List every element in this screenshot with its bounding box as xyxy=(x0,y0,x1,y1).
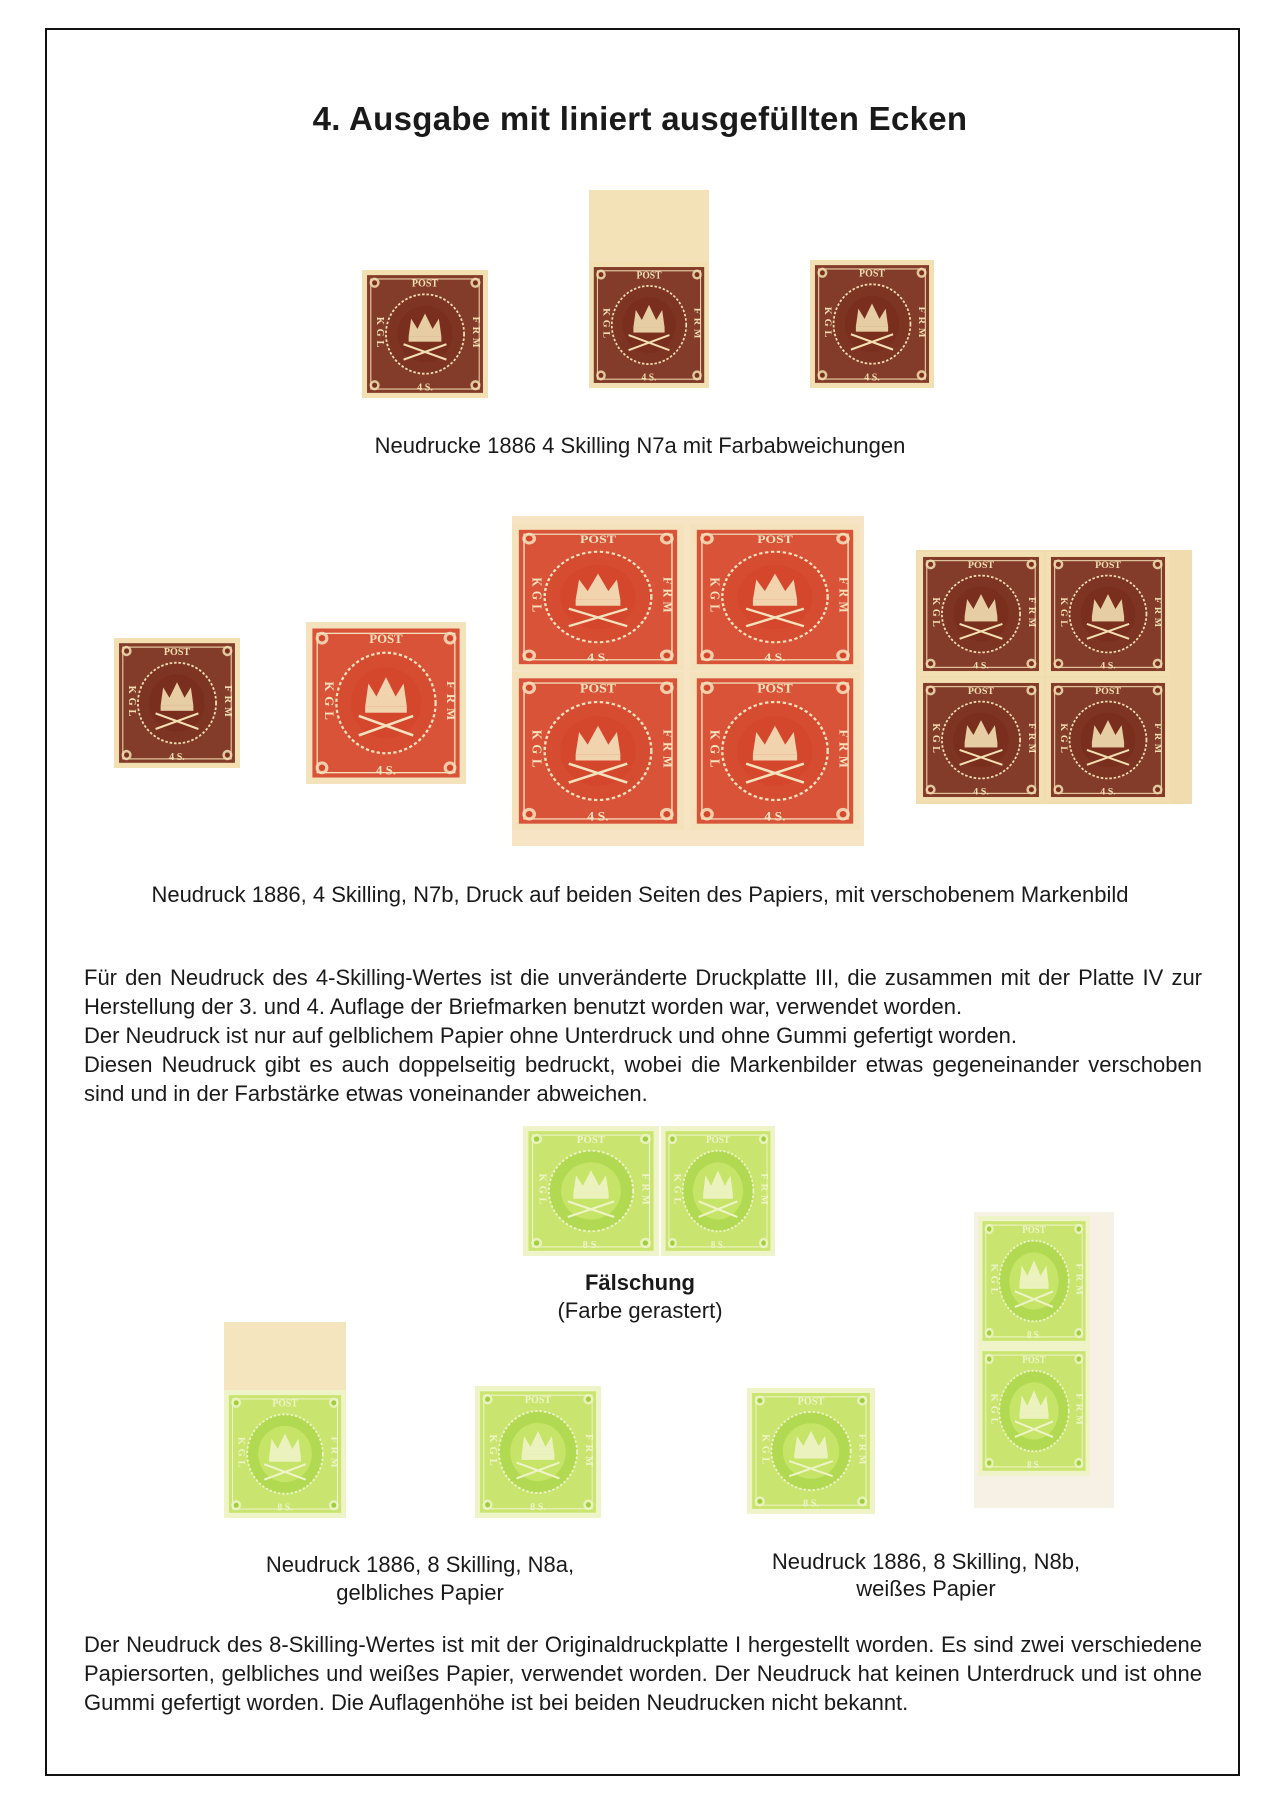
svg-text:POST: POST xyxy=(706,1134,730,1147)
svg-text:KGL: KGL xyxy=(988,1263,999,1299)
svg-text:FRM: FRM xyxy=(443,680,458,726)
stamp-artwork xyxy=(1046,552,1170,676)
svg-text:4 S.: 4 S. xyxy=(973,660,989,672)
svg-text:4 S.: 4 S. xyxy=(169,752,185,764)
stamp-artwork xyxy=(918,678,1044,802)
svg-text:FRM: FRM xyxy=(660,729,676,773)
svg-text:POST: POST xyxy=(411,278,439,290)
svg-text:4 S.: 4 S. xyxy=(1100,660,1116,672)
svg-text:POST: POST xyxy=(576,1135,606,1146)
stamp-8s-forgery-left xyxy=(523,1126,659,1256)
stamp-8s-n8b-1 xyxy=(747,1388,875,1514)
stamp-artwork xyxy=(512,524,684,670)
page-title: 4. Ausgabe mit liniert ausgefüllten Ecken xyxy=(312,100,968,137)
stamp-artwork xyxy=(978,1346,1090,1476)
stamp-artwork xyxy=(523,1126,659,1256)
svg-text:FRM: FRM xyxy=(1152,723,1164,757)
svg-text:4 S.: 4 S. xyxy=(864,372,880,384)
svg-text:KGL: KGL xyxy=(1057,723,1069,757)
svg-text:POST: POST xyxy=(757,532,793,546)
svg-text:8 S.: 8 S. xyxy=(1027,1329,1041,1342)
svg-text:FRM: FRM xyxy=(1073,1263,1084,1299)
paragraph-8-skilling: Der Neudruck des 8-Skilling-Wertes ist mit der Originaldruckplatte I hergestellt worden. Es sind zwei verschiedene Papiersorten, gelbliches und weißes Papier, verwendet worden. Der Neudruck hat keinen Unterdruck und ist ohne Gummi gefertigt worden. Die Auflagenhöhe ist bei beiden Neudrucken nicht bekannt. xyxy=(84,1632,1202,1715)
svg-text:FRM: FRM xyxy=(582,1434,594,1470)
svg-text:8 S.: 8 S. xyxy=(1027,1459,1041,1472)
sheet-margin xyxy=(224,1322,346,1392)
svg-text:8 S.: 8 S. xyxy=(530,1501,546,1514)
svg-text:4 S.: 4 S. xyxy=(973,786,989,798)
caption-n8b-line1: Neudruck 1886, 8 Skilling, N8b, xyxy=(771,1549,1081,1574)
paragraph-4s-sentence-1: Für den Neudruck des 4-Skilling-Wertes ist die unveränderte Druckplatte III, die zusammen mit der Platte IV zur Herstellung der 3. und 4. Auflage der Briefmarken benutzt worden war, verwendet worden. xyxy=(84,965,1202,1019)
svg-text:4 S.: 4 S. xyxy=(641,372,657,384)
svg-text:KGL: KGL xyxy=(707,577,723,617)
svg-text:4 S.: 4 S. xyxy=(417,382,433,394)
svg-text:8 S.: 8 S. xyxy=(710,1239,726,1252)
stamp-artwork xyxy=(747,1388,875,1514)
stamp-artwork xyxy=(512,672,684,830)
svg-text:KGL: KGL xyxy=(759,1434,771,1468)
svg-text:FRM: FRM xyxy=(856,1433,868,1469)
svg-text:POST: POST xyxy=(636,270,662,282)
svg-text:KGL: KGL xyxy=(529,577,545,617)
stamp-artwork xyxy=(690,524,860,670)
svg-text:POST: POST xyxy=(967,560,995,572)
stamp-artwork xyxy=(224,1390,346,1518)
svg-text:POST: POST xyxy=(757,680,793,696)
svg-text:KGL: KGL xyxy=(600,308,612,342)
svg-text:FRM: FRM xyxy=(691,307,703,343)
svg-text:KGL: KGL xyxy=(322,681,337,725)
stamp-artwork xyxy=(475,1386,601,1518)
svg-text:8 S.: 8 S. xyxy=(277,1502,293,1514)
caption-n8a-line2: gelbliches Papier xyxy=(336,1580,504,1605)
stamp-artwork xyxy=(690,672,860,830)
svg-text:FRM: FRM xyxy=(836,729,853,773)
svg-text:POST: POST xyxy=(272,1398,298,1410)
svg-text:4 S.: 4 S. xyxy=(1100,786,1116,798)
stamp-8s-n8a-1 xyxy=(224,1390,346,1518)
stamp-4s-brown-block-2 xyxy=(1046,552,1170,676)
svg-text:POST: POST xyxy=(580,532,616,546)
caption-n8a-line1: Neudruck 1886, 8 Skilling, N8a, xyxy=(265,1552,575,1577)
stamp-8s-n8b-pair-top xyxy=(978,1216,1090,1346)
svg-text:POST: POST xyxy=(859,268,885,280)
svg-text:8 S.: 8 S. xyxy=(803,1498,819,1510)
svg-text:POST: POST xyxy=(1022,1354,1046,1367)
svg-text:POST: POST xyxy=(1095,686,1121,698)
svg-text:FRM: FRM xyxy=(639,1173,651,1209)
caption-n8b-line2: weißes Papier xyxy=(856,1576,996,1601)
svg-text:4 S.: 4 S. xyxy=(764,651,786,665)
svg-text:POST: POST xyxy=(967,686,995,698)
stamp-4s-red-block-3 xyxy=(512,672,684,830)
svg-text:POST: POST xyxy=(580,681,616,696)
stamp-artwork xyxy=(810,260,934,388)
svg-text:POST: POST xyxy=(1095,560,1121,572)
svg-text:KGL: KGL xyxy=(1057,597,1069,631)
stamp-4s-brown-block-1 xyxy=(918,552,1044,676)
svg-text:KGL: KGL xyxy=(930,723,942,757)
svg-text:4 S.: 4 S. xyxy=(376,763,396,778)
sheet-margin xyxy=(589,190,709,265)
svg-text:8 S.: 8 S. xyxy=(582,1240,600,1252)
stamp-8s-n8b-pair-bottom xyxy=(978,1346,1090,1476)
caption-n7b: Neudruck 1886, 4 Skilling, N7b, Druck auf beiden Seiten des Papiers, mit verschobenem Markenbild xyxy=(151,882,1129,907)
svg-text:FRM: FRM xyxy=(1025,597,1037,631)
svg-text:KGL: KGL xyxy=(529,729,546,773)
stamp-artwork xyxy=(661,1126,775,1256)
stamp-4s-red-block-4 xyxy=(690,672,860,830)
svg-text:KGL: KGL xyxy=(988,1393,999,1429)
forgery-subtitle: (Farbe gerastert) xyxy=(557,1298,723,1323)
svg-text:4 S.: 4 S. xyxy=(587,809,609,824)
svg-text:KGL: KGL xyxy=(671,1173,683,1209)
svg-text:FRM: FRM xyxy=(1152,597,1164,631)
svg-text:KGL: KGL xyxy=(821,306,833,342)
svg-text:POST: POST xyxy=(369,631,403,647)
svg-text:FRM: FRM xyxy=(1025,723,1037,757)
svg-text:FRM: FRM xyxy=(469,316,481,352)
svg-text:FRM: FRM xyxy=(660,577,676,617)
caption-n7a: Neudrucke 1886 4 Skilling N7a mit Farbabweichungen xyxy=(374,433,906,458)
stamp-artwork xyxy=(1046,678,1170,802)
stamp-artwork xyxy=(918,552,1044,676)
svg-text:POST: POST xyxy=(797,1396,825,1408)
svg-text:FRM: FRM xyxy=(758,1173,769,1209)
svg-text:KGL: KGL xyxy=(536,1173,548,1209)
svg-text:FRM: FRM xyxy=(221,685,233,721)
svg-text:FRM: FRM xyxy=(836,577,852,617)
stamp-4s-brown-2 xyxy=(589,262,709,388)
stamp-artwork xyxy=(589,262,709,388)
stamp-4s-brown-1 xyxy=(362,270,488,398)
stamp-8s-forgery-right xyxy=(661,1126,775,1256)
paragraph-4s-sentence-3: Diesen Neudruck gibt es auch doppelseitig bedruckt, wobei die Markenbilder etwas gegeneinander verschoben sind und in der Farbstärke etwas voneinander abweichen. xyxy=(84,1052,1202,1106)
stamp-4s-brown-3 xyxy=(810,260,934,388)
svg-text:FRM: FRM xyxy=(328,1436,340,1472)
svg-text:KGL: KGL xyxy=(930,597,942,631)
stamp-4s-red-block-1 xyxy=(512,524,684,670)
stamp-4s-brown-single xyxy=(114,638,240,768)
stamp-artwork xyxy=(306,622,466,784)
svg-text:POST: POST xyxy=(1022,1224,1046,1237)
svg-text:KGL: KGL xyxy=(126,685,137,721)
svg-text:4 S.: 4 S. xyxy=(587,651,609,664)
svg-text:KGL: KGL xyxy=(707,729,723,773)
stamp-4s-brown-block-3 xyxy=(918,678,1044,802)
svg-text:POST: POST xyxy=(163,646,191,658)
stamp-artwork xyxy=(114,638,240,768)
svg-text:KGL: KGL xyxy=(487,1434,498,1470)
stamp-4s-red-block-2 xyxy=(690,524,860,670)
svg-text:FRM: FRM xyxy=(916,306,927,342)
stamp-8s-n8a-2 xyxy=(475,1386,601,1518)
svg-text:4 S.: 4 S. xyxy=(764,808,786,824)
paragraph-4s-sentence-2: Der Neudruck ist nur auf gelblichem Papier ohne Unterdruck und ohne Gummi gefertigt worden. xyxy=(84,1023,1018,1048)
forgery-title: Fälschung xyxy=(584,1270,695,1295)
stamp-artwork xyxy=(362,270,488,398)
svg-text:POST: POST xyxy=(524,1394,552,1407)
svg-text:KGL: KGL xyxy=(374,316,386,352)
paragraph-4-skilling xyxy=(84,963,1202,1108)
stamp-4s-brown-block-4 xyxy=(1046,678,1170,802)
stamp-4s-red-single xyxy=(306,622,466,784)
stamp-artwork xyxy=(978,1216,1090,1346)
svg-text:FRM: FRM xyxy=(1073,1393,1084,1429)
svg-text:KGL: KGL xyxy=(235,1436,247,1472)
